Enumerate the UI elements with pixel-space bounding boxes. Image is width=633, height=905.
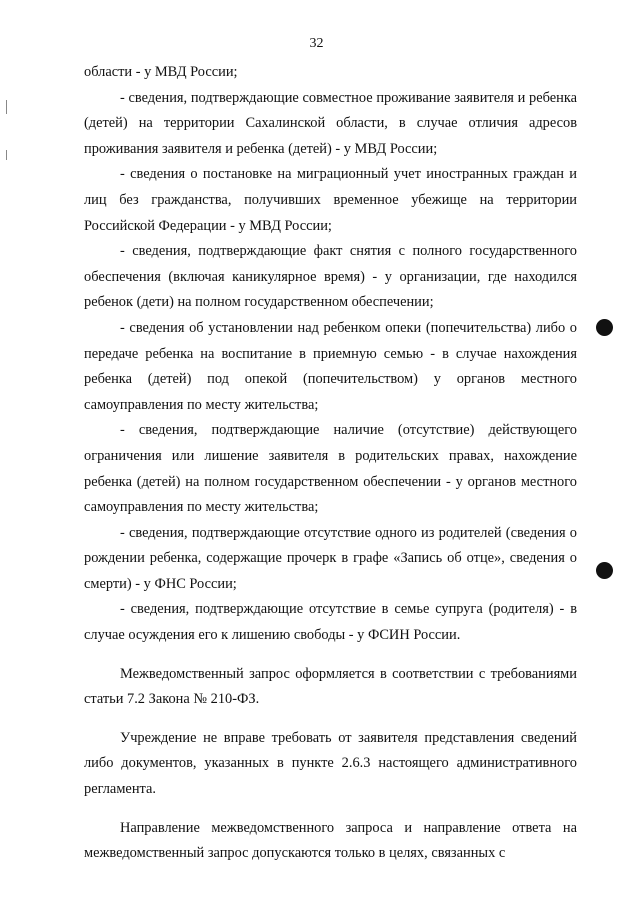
document-body (84, 60, 577, 867)
paragraph-6: - сведения, подтверждающие наличие (отсутствие) действующего ограничения или лишение заявителя в родительских правах, нахождение ребенка (детей) на полном государственном обеспечении - у органов местного самоуправления по месту жительства; (84, 422, 577, 516)
scan-speck (6, 100, 7, 114)
paragraph-7: - сведения, подтверждающие отсутствие одного из родителей (сведения о рождении ребенка, содержащие прочерк в графе «Запись об отце», сведения о смерти) - у ФНС России; (84, 524, 577, 592)
paragraph-5: - сведения об установлении над ребенком опеки (попечительства) либо о передаче ребенка на воспитание в приемную семью - в случае нахождения ребенка (детей) под опекой (попечительством) у органов местного самоуправления по месту жительства; (84, 319, 577, 413)
page-number: 32 (309, 36, 324, 51)
paragraph-11: Направление межведомственного запроса и направление ответа на межведомственный запрос допускаются только в целях, связанных с (84, 819, 577, 862)
paragraph-8: - сведения, подтверждающие отсутствие в семье супруга (родителя) - в случае осуждения его к лишению свободы - у ФСИН России. (84, 601, 577, 644)
punch-hole-mark (596, 562, 613, 579)
scan-speck (6, 150, 7, 160)
paragraph-9: Межведомственный запрос оформляется в соответствии с требованиями статьи 7.2 Закона № 210-ФЗ. (84, 665, 577, 708)
paragraph-4: - сведения, подтверждающие факт снятия с полного государственного обеспечения (включая каникулярное время) - у организации, где находился ребенок (дети) на полном государственном обеспечении; (84, 243, 577, 311)
paragraph-3: - сведения о постановке на миграционный учет иностранных граждан и лиц без гражданства, получивших временное убежище на территории Российской Федерации - у МВД России; (84, 166, 577, 234)
punch-hole-mark (596, 319, 613, 336)
paragraph-1: области - у МВД России; (84, 64, 238, 80)
paragraph-2: - сведения, подтверждающие совместное проживание заявителя и ребенка (детей) на территории Сахалинской области, в случае отличия адресов проживания заявителя и ребенка (детей) - у МВД России; (84, 89, 577, 157)
paragraph-10: Учреждение не вправе требовать от заявителя представления сведений либо документов, указанных в пункте 2.6.3 настоящего административного регламента. (84, 729, 577, 798)
